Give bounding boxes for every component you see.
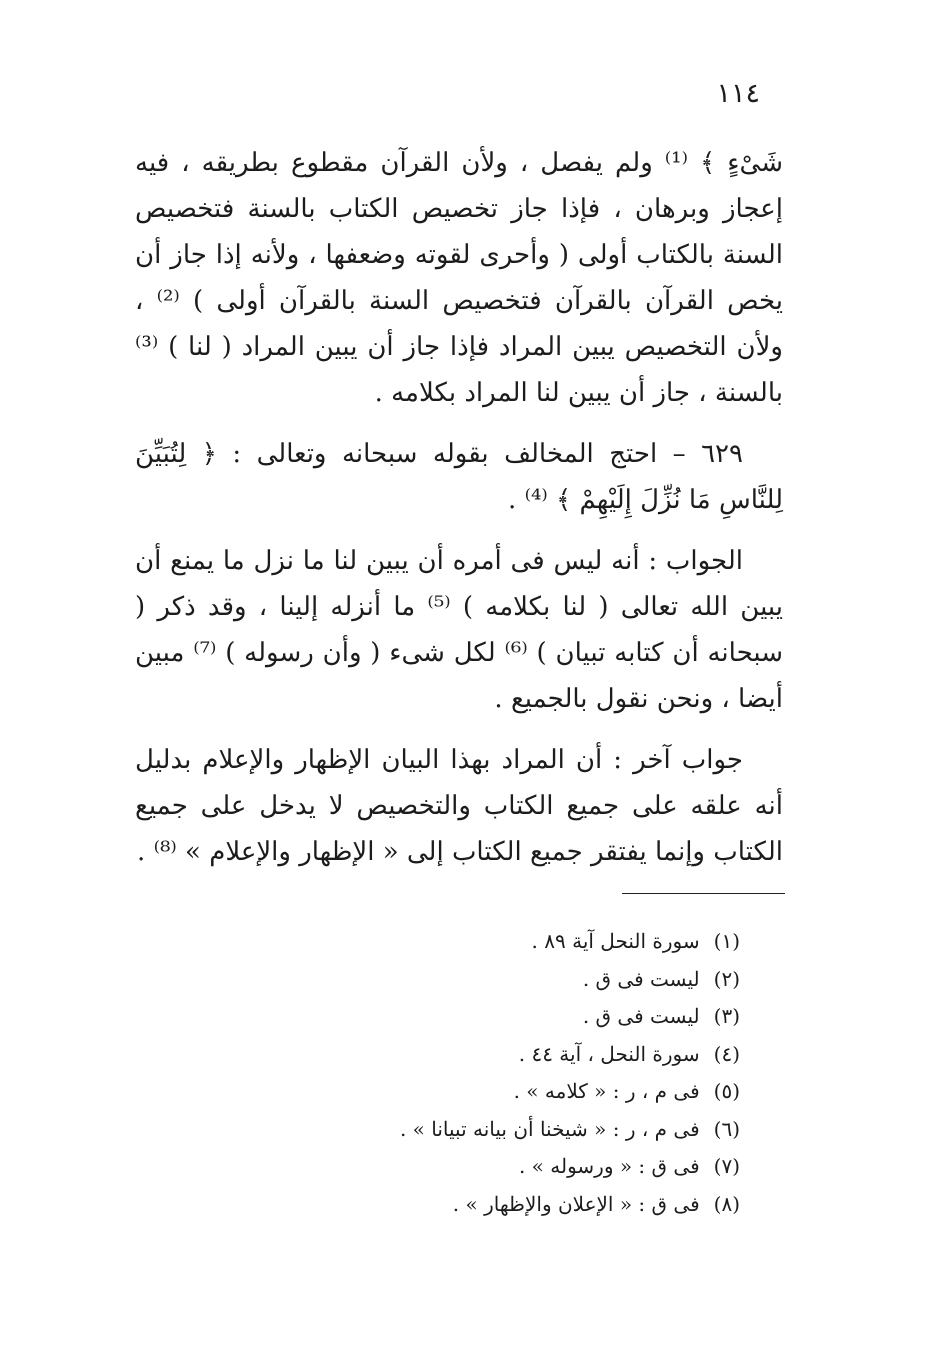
footnote-number: (٨) — [713, 1191, 740, 1216]
footnote-3 — [250, 998, 740, 1036]
footnotes — [250, 923, 740, 1223]
footnote-number: (٢) — [713, 966, 740, 991]
footnote-text: فى ق : « ورسوله » . — [518, 1154, 700, 1178]
footnote-1 — [250, 923, 740, 961]
footnote-separator — [622, 893, 785, 894]
footnote-2 — [250, 961, 740, 999]
paragraph-answer: الجواب : أنه ليس فى أمره أن يبين لنا ما نزل ما يمنع أن يبين الله تعالى ( لنا بكلامه ) ⁽⁵⁾ ما أنزله إلينا ، وقد ذكر ( سبحانه أن كتابه تبيان ) ⁽⁶⁾ لكل شىء ( وأن رسوله ) ⁽⁷⁾ مبين أيضا ، ونحن نقول بالجميع . — [135, 546, 783, 714]
footnote-number: (٦) — [713, 1116, 740, 1141]
footnote-5 — [250, 1073, 740, 1111]
footnote-6 — [250, 1111, 740, 1149]
footnote-number: (٤) — [713, 1041, 740, 1066]
footnote-text: فى ق : « الإعلان والإظهار » . — [452, 1191, 700, 1216]
footnote-text: فى م ، ر : « كلامه » . — [513, 1079, 700, 1103]
footnote-text: فى م ، ر : « شيخنا أن بيانه تبيانا » . — [399, 1116, 700, 1141]
footnote-text: ليست فى ق . — [582, 966, 700, 991]
footnote-4 — [250, 1036, 740, 1074]
paragraph-another-answer: جواب آخر : أن المراد بهذا البيان الإظهار والإعلام بدليل أنه علقه على جميع الكتاب والتخصيص لا يدخل على جميع الكتاب وإنما يفتقر جميع الكتاب إلى « الإظهار والإعلام » ⁽⁸⁾ . — [135, 745, 783, 867]
footnote-text: سورة النحل آية ٨٩ . — [531, 929, 700, 953]
footnote-text: سورة النحل ، آية ٤٤ . — [518, 1041, 700, 1066]
page-number: ١١٤ — [716, 78, 760, 109]
main-text — [135, 140, 783, 890]
paragraph-intro: شَىْءٍ ﴾ ⁽¹⁾ ولم يفصل ، ولأن القرآن مقطوع بطريقه ، فيه إعجاز وبرهان ، فإذا جاز تخصيص الكتاب بالسنة فتخصيص السنة بالكتاب أولى ( وأحرى لقوته وضعفها ، ولأنه إذا جاز أن يخص القرآن بالقرآن فتخصيص السنة بالقرآن أولى ) ⁽²⁾ ، ولأن التخصيص يبين المراد فإذا جاز أن يبين المراد ( لنا ) ⁽³⁾ بالسنة ، جاز أن يبين لنا المراد بكلامه . — [135, 148, 783, 408]
footnote-7 — [250, 1148, 740, 1186]
footnote-8 — [250, 1186, 740, 1224]
footnote-number: (٧) — [713, 1154, 740, 1178]
footnote-number: (١) — [713, 929, 740, 953]
footnote-text: ليست فى ق . — [582, 1004, 700, 1028]
paragraph-629: ٦٢٩ – احتج المخالف بقوله سبحانه وتعالى : ﴿ لِتُبَيِّنَ لِلنَّاسِ مَا نُزِّلَ إِلَيْهِمْ ﴾ ⁽⁴⁾ . — [135, 439, 783, 515]
footnote-number: (٣) — [713, 1004, 740, 1028]
footnote-number: (٥) — [713, 1079, 740, 1103]
